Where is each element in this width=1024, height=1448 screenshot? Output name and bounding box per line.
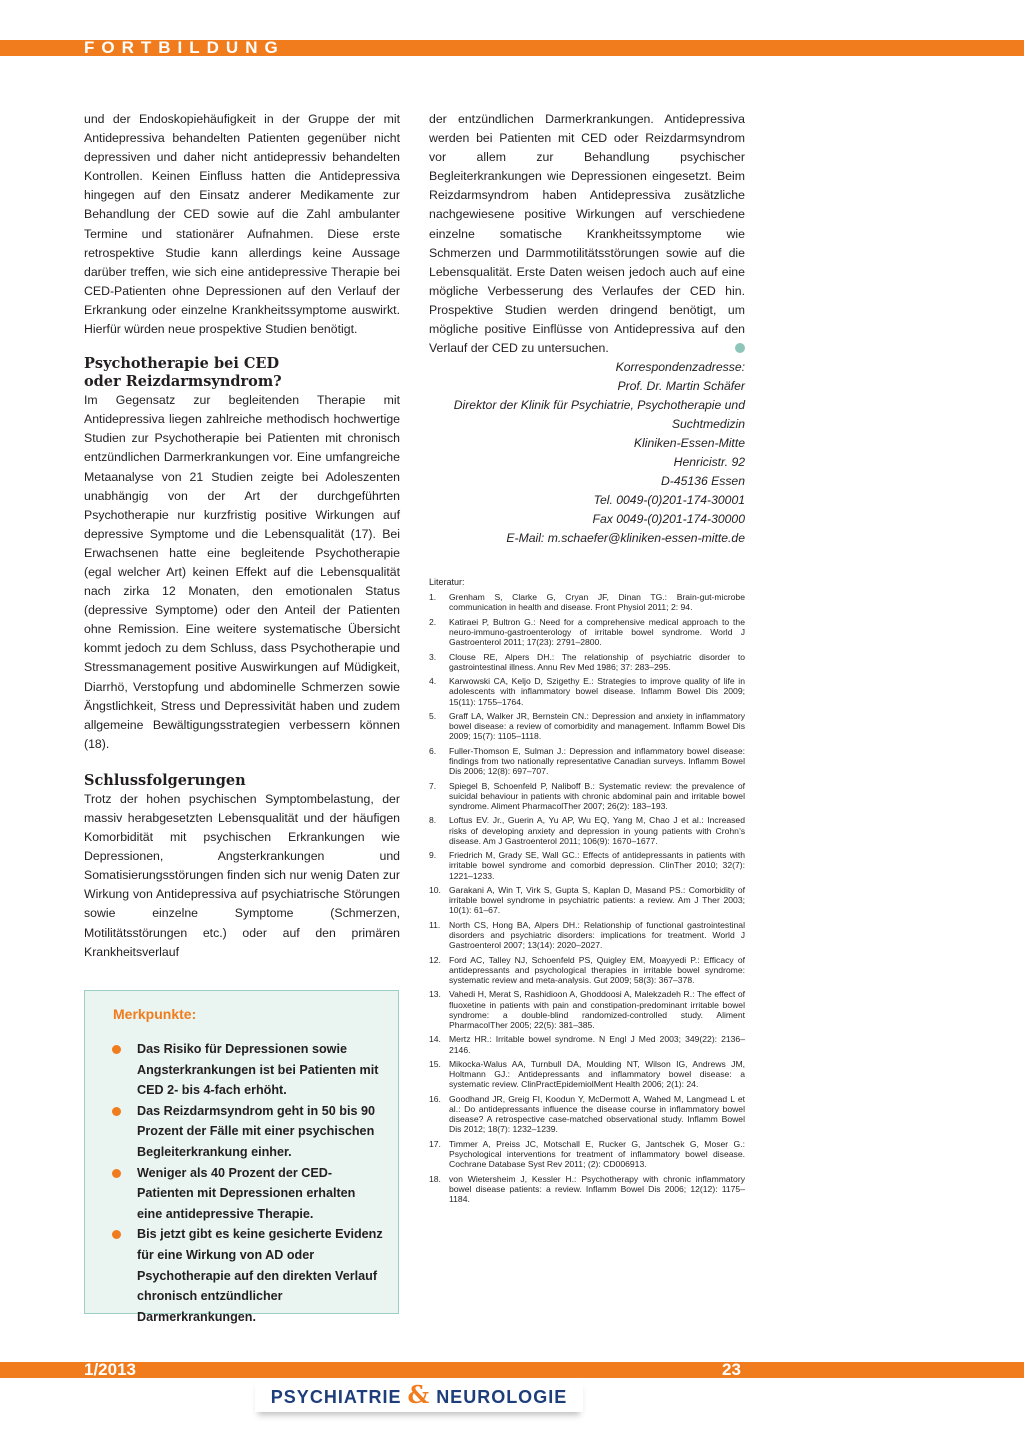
heading-psychotherapie-line2: oder Reizdarmsyndrom?	[84, 373, 282, 391]
merkpunkte-box	[84, 990, 399, 1324]
reference-number: 7.	[429, 780, 437, 791]
reference-number: 14.	[429, 1034, 441, 1045]
contact-email[interactable]: E-Mail: m.schaefer@kliniken-essen-mitte.de	[506, 531, 745, 546]
merkpunkt-text: Bis jetzt gibt es keine gesicherte Evidenz für eine Wirkung von AD oder Psychotherapie auf den direkten Verlauf chronisch entzündlicher Darmerkrankungen.	[137, 1227, 383, 1324]
contact-clinic: Kliniken-Essen-Mitte	[633, 436, 745, 451]
reference-item	[429, 1094, 745, 1135]
reference-text: Goodhand JR, Greig FI, Koodun Y, McDermott A, Wahed M, Langmead L et al.: Do antidepressants influence the disease course in inflammatory bowel disease? A retrospective case-matched observational study. Inflamm Bowel Dis 2012; 18(7): 1232–1239.	[449, 1093, 745, 1135]
contact-name: Prof. Dr. Martin Schäfer	[617, 379, 745, 394]
reference-text: North CS, Hong BA, Alpers DH.: Relationship of functional gastrointestinal disorders and psychiatric disorders: implications for treatment. World J Gastroenterol 2007; 13(14): 2020–2027.	[449, 919, 745, 951]
right-column	[429, 110, 745, 1208]
reference-item	[429, 885, 745, 916]
reference-number: 1.	[429, 592, 437, 603]
reference-item	[429, 989, 745, 1030]
heading-psychotherapie-line1: Psychotherapie bei CED	[84, 355, 280, 373]
reference-number: 12.	[429, 954, 441, 965]
reference-text: Graff LA, Walker JR, Bernstein CN.: Depression and anxiety in inflammatory bowel disease: a review of comorbidity and management. Inflamm Bowel Dis 2009; 15(7): 1105–1118.	[449, 711, 745, 742]
right-paragraph	[429, 110, 745, 358]
reference-item	[429, 815, 745, 846]
bullet-icon	[112, 1045, 121, 1054]
right-paragraph-text: der entzündlichen Darmerkrankungen. Antidepressiva werden bei Patienten mit CED oder Reizdarmsyndrom vor allem zur Behandlung psychischer Begleiterkrankungen wie Depressionen eingesetzt. Beim Reizdarmsyndrom haben Antidepressiva zusätzliche nachgewiesene positive Wirkungen auf verschiedene einzelne somatische Krankheitssymptome wie Schmerzen und Darmmotilitätsstörungen sowie auf die Lebensqualität. Erste Daten weisen jedoch auch auf eine mögliche Verbesserung des Verlaufes der CED hin. Prospektive Studien werden dringend benötigt, um mögliche positive Einflüsse von Antidepressiva auf den Verlauf der CED zu untersuchen.	[429, 112, 745, 356]
reference-number: 15.	[429, 1058, 441, 1069]
merkpunkt-text: Weniger als 40 Prozent der CED-Patienten mit Depressionen erhalten eine antidepressive Therapie.	[137, 1165, 356, 1221]
reference-item	[429, 781, 745, 812]
reference-number: 10.	[429, 884, 441, 895]
contact-fax: Fax 0049-(0)201-174-30000	[592, 512, 745, 527]
reference-number: 13.	[429, 989, 441, 1000]
reference-text: Loftus EV. Jr., Guerin A, Yu AP, Wu EQ, Yang M, Chao J et al.: Increased risks of developing anxiety and depression in young patients with Crohn’s disease. Am J Gastroenterol 2011; 106(9): 1670–1677.	[449, 815, 745, 846]
reference-item	[429, 652, 745, 672]
left-column	[84, 110, 400, 962]
reference-text: Mikocka-Walus AA, Turnbull DA, Moulding NT, Wilson IG, Andrews JM, Holtmann GJ.: Antidepressants and inflammatory bowel disease: a systematic review. ClinPractEpidemiolMent Health 2006; 2(1): 24.	[449, 1058, 745, 1090]
merkpunkte-title: Merkpunkte:	[113, 1006, 197, 1022]
reference-text: Clouse RE, Alpers DH.: The relationship of psychiatric disorder to gastrointestinal illness. Annu Rev Med 1986; 37: 283–295.	[449, 651, 745, 672]
journal-logo	[255, 1378, 583, 1412]
reference-item	[429, 617, 745, 648]
bullet-icon	[112, 1169, 121, 1178]
reference-text: Ford AC, Talley NJ, Schoenfeld PS, Quigley EM, Moayyedi P.: Efficacy of antidepressants and psychological therapies in irritable bowel syndrome: systematic review and meta-analysis. Gut 2009; 58(3): 367–378.	[449, 954, 745, 985]
merkpunkt-text: Das Risiko für Depressionen sowie Angsterkrankungen ist bei Patienten mit CED 2- bis 4-fach erhöht.	[137, 1042, 379, 1098]
reference-item	[429, 850, 745, 881]
merkpunkt-item	[99, 1163, 384, 1225]
reference-item	[429, 746, 745, 777]
reference-text: Katiraei P, Bultron G.: Need for a comprehensive medical approach to the neuro-immuno-gastroenterology of irritable bowel syndrome. World J Gastroenterol 2011; 17(23): 2791–2800.	[449, 616, 745, 648]
contact-position-line2: Suchtmedizin	[671, 417, 745, 432]
reference-number: 16.	[429, 1093, 441, 1104]
reference-item	[429, 711, 745, 742]
reference-number: 3.	[429, 651, 437, 662]
reference-item	[429, 1174, 745, 1205]
journal-name-left: PSYCHIATRIE	[270, 1387, 402, 1407]
contact-street: Henricistr. 92	[673, 455, 745, 470]
heading-psychotherapie	[84, 355, 400, 391]
reference-number: 5.	[429, 711, 437, 721]
reference-number: 6.	[429, 745, 437, 756]
reference-number: 18.	[429, 1173, 441, 1184]
reference-text: Timmer A, Preiss JC, Motschall E, Rucker G, Jantschek G, Moser G.: Psychological interventions for treatment of inflammatory bowel disease. Cochrane Database Syst Rev 2011; (2): CD006913.	[449, 1138, 745, 1170]
journal-ampersand: &	[407, 1380, 431, 1409]
end-mark-icon	[735, 343, 745, 353]
intro-paragraph: und der Endoskopiehäufigkeit in der Gruppe der mit Antidepressiva behandelten Patienten gegenüber nicht depressiven und daher nicht antidepressiv behandelten Kontrollen. Keinen Einfluss hatten die Antidepressiva hingegen auf den Einsatz anderer Medikamente zur Behandlung der CED sowie auf die Zahl ambulanter Termine und stationärer Aufnahmen. Diese erste retrospektive Studie kann allerdings keine Aussage darüber treffen, wie sich eine antidepressive Therapie bei CED-Patienten ohne Depressionen auf den Verlauf der Erkrankung oder einzelne Krankheitssymptome auswirkt. Hierfür würden neue prospektive Studien benötigt.	[84, 112, 400, 337]
reference-text: Spiegel B, Schoenfeld P, Naliboff B.: Systematic review: the prevalence of suicidal behaviour in patients with chronic abdominal pain and irritable bowel syndrome. Aliment PharmacolTher 2007; 26(2): 183–193.	[449, 780, 745, 811]
page-number: 23	[722, 1360, 741, 1379]
literature-label: Literatur:	[429, 577, 465, 588]
reference-number: 8.	[429, 815, 437, 826]
issue-number: 1/2013	[84, 1360, 136, 1379]
reference-text: Fuller-Thomson E, Sulman J.: Depression and inflammatory bowel disease: findings from two nationally representative Canadian surveys. Inflamm Bowel Dis 2006; 12(8): 697–707.	[449, 745, 745, 777]
reference-text: Grenham S, Clarke G, Cryan JF, Dinan TG.: Brain-gut-microbe communication in health and disease. Front Physiol 2011; 2: 94.	[449, 592, 745, 613]
heading-schlussfolgerungen: Schlussfolgerungen	[84, 771, 246, 789]
reference-number: 2.	[429, 616, 437, 627]
journal-name-right: NEUROLOGIE	[436, 1387, 568, 1407]
psychotherapie-paragraph: Im Gegensatz zur begleitenden Therapie mit Antidepressiva liegen zahlreiche methodisch hochwertige Studien zur Psychotherapie bei Patienten mit chronisch entzündlichen Darmerkrankungen vor. Eine umfangreiche Metaanalyse von 21 Studien zeigte bei Adoleszenten unabhängig von der Art der durchgeführten Psychotherapie nur kurzfristig positive Wirkungen auf depressive Symptome und die Lebensqualität (17). Bei Erwachsenen hatte eine begleitende Psychotherapie (egal welcher Art) keinen Effekt auf die Lebensqualität nach zirka 12 Monaten, den emotionalen Status (depressive Symptome) oder den Anteil der Patienten ohne Remission. Eine weitere systematische Übersicht kommt jedoch zu dem Schluss, dass Psychotherapie und Stressmanagement positive Auswirkungen auf Müdigkeit, Diarrhö, Verstopfung und abdominelle Schmerzen sowie Ängstlichkeit, Stress und Depressivität haben und zudem allgemeine Bewältigungsstrategien verbessern können (18).	[84, 393, 400, 751]
reference-number: 9.	[429, 850, 437, 861]
reference-text: von Wietersheim J, Kessler H.: Psychotherapy with chronic inflammatory bowel disease patients: a review. Inflamm Bowel Dis 2006; 12(12): 1175–1184.	[449, 1173, 745, 1204]
contact-tel: Tel. 0049-(0)201-174-30001	[593, 493, 745, 508]
reference-item	[429, 676, 745, 707]
reference-number: 11.	[429, 919, 441, 930]
merkpunkt-text: Das Reizdarmsyndrom geht in 50 bis 90 Prozent der Fälle mit einer psychischen Begleiterkrankung einher.	[137, 1103, 375, 1159]
section-label: FORTBILDUNG	[84, 38, 285, 57]
reference-item	[429, 955, 745, 986]
reference-item	[429, 1034, 745, 1054]
merkpunkt-item	[99, 1039, 384, 1101]
reference-text: Karwowski CA, Keljo D, Szigethy E.: Strategies to improve quality of life in adolescents with inflammatory bowel disease. Inflamm Bowel Dis 2009; 15(11): 1755–1764.	[449, 676, 745, 707]
contact-label: Korrespondenzadresse:	[615, 360, 745, 375]
contact-position-line1: Direktor der Klinik für Psychiatrie, Psychotherapie und	[453, 398, 745, 413]
reference-text: Vahedi H, Merat S, Rashidioon A, Ghoddoosi A, Malekzadeh R.: The effect of fluoxetine in patients with pain and constipation-predominant irritable bowel syndrome: a double-blind randomized-controlled study. Aliment PharmacolTher 2005; 22(5): 381–385.	[449, 989, 745, 1030]
merkpunkt-item	[99, 1224, 384, 1327]
contact-city: D-45136 Essen	[660, 474, 745, 489]
merkpunkt-item	[99, 1101, 384, 1163]
contact-block	[429, 358, 745, 548]
reference-item	[429, 1139, 745, 1170]
reference-item	[429, 920, 745, 951]
reference-number: 4.	[429, 676, 437, 687]
reference-list	[429, 592, 745, 1204]
schlussfolgerungen-paragraph: Trotz der hohen psychischen Symptombelastung, der massiv herabgesetzten Lebensqualität und der häufigen Komorbidität mit psychischen Erkrankungen wie Depressionen, Angsterkrankungen und Somatisierungsstörungen finden sich nur wenig Daten zur Wirkung von Antidepressiva auf psychiatrische Störungen sowie einzelne Symptome (Schmerzen, Motilitätsstörungen etc.) oder auf den primären Krankheitsverlauf	[84, 791, 400, 959]
bullet-icon	[112, 1230, 121, 1239]
reference-text: Mertz HR.: Irritable bowel syndrome. N Engl J Med 2003; 349(22): 2136–2146.	[449, 1034, 745, 1055]
footer-bar	[0, 1362, 1024, 1378]
reference-item	[429, 1059, 745, 1090]
header-bar	[0, 40, 1024, 56]
reference-text: Garakani A, Win T, Virk S, Gupta S, Kaplan D, Masand PS.: Comorbidity of irritable bowel syndrome in psychiatric patients: a review. Am J Ther 2003; 10(1): 61–67.	[449, 884, 745, 916]
reference-text: Friedrich M, Grady SE, Wall GC.: Effects of antidepressants in patients with irritable bowel syndrome and comorbid depression. ClinTher 2010; 32(7): 1221–1233.	[449, 850, 745, 881]
bullet-icon	[112, 1107, 121, 1116]
reference-number: 17.	[429, 1138, 441, 1149]
reference-item	[429, 592, 745, 612]
